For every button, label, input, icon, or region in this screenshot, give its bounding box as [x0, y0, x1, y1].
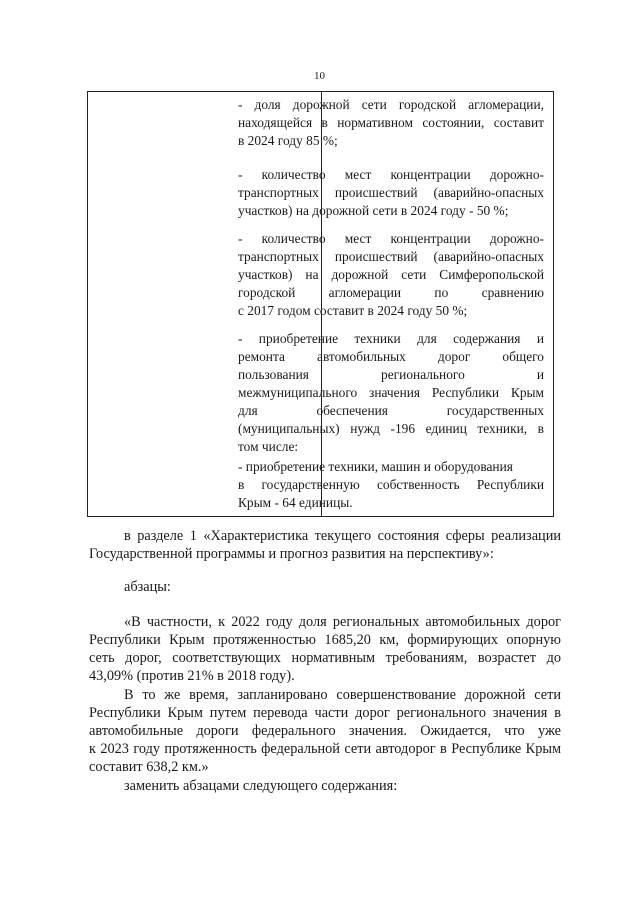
text-line: - количество мест концентрации дорожно-	[238, 231, 544, 246]
text-line: заменить абзацами следующего содержания:	[124, 778, 398, 794]
table-cell-indicator-2	[238, 166, 544, 220]
text-line: «В частности, к 2022 году доля региональных автомобильных дорог	[124, 614, 561, 630]
text-line: пользования регионального и	[238, 367, 544, 382]
text-line: находящейся в нормативном состоянии, составит	[238, 115, 544, 130]
continuation-table	[87, 91, 554, 517]
text-line: 43,09% (против 21% в 2018 году).	[89, 668, 295, 684]
table-cell-indicator-3	[238, 230, 544, 320]
text-line: абзацы:	[124, 579, 171, 595]
text-line: (муниципальных) нужд -196 единиц техники, в	[238, 421, 544, 436]
page-number: 10	[314, 70, 325, 82]
text-line: участков) на дорожной сети в 2024 году - 50 %;	[238, 203, 509, 218]
text-line: Государственной программы и прогноз развития на перспективу»:	[89, 546, 494, 562]
text-line: сеть дорог, соответствующих нормативным требованиям, возрастет до	[89, 650, 561, 666]
text-line: ремонта автомобильных дорог общего	[238, 349, 544, 364]
text-line: Крым - 64 единицы.	[238, 495, 353, 510]
text-line: Республики Крым протяженностью 1685,20 км, формирующих опорную	[89, 632, 561, 648]
text-line: транспортных происшествий (аварийно-опасных	[238, 185, 544, 200]
text-line: к 2023 году протяженность федеральной сети автодорог в Республике Крым	[89, 741, 561, 757]
text-line: - количество мест концентрации дорожно-	[238, 167, 544, 182]
text-line: - приобретение техники, машин и оборудования	[238, 459, 513, 474]
text-line: составит 638,2 км.»	[89, 759, 209, 775]
table-cell-indicator-5	[238, 458, 544, 512]
text-line: том числе:	[238, 439, 299, 454]
text-line: Республики Крым путем перевода части дорог регионального значения в	[89, 705, 561, 721]
text-line: межмуниципального значения Республики Крым	[238, 385, 544, 400]
text-line: транспортных происшествий (аварийно-опасных	[238, 249, 544, 264]
text-line: автомобильные дороги федерального значения. Ожидается, что уже	[89, 723, 561, 739]
text-line: участков) на дорожной сети Симферопольской	[238, 267, 544, 282]
text-line: В то же время, запланировано совершенствование дорожной сети	[124, 687, 561, 703]
text-line: с 2017 годом составит в 2024 году 50 %;	[238, 303, 468, 318]
text-line: в разделе 1 «Характеристика текущего состояния сферы реализации	[124, 528, 561, 544]
text-line: городской агломерации по сравнению	[238, 285, 544, 300]
table-cell-indicator-4	[238, 330, 544, 456]
text-line: - приобретение техники для содержания и	[238, 331, 544, 346]
text-line: - доля дорожной сети городской агломерации,	[238, 97, 544, 112]
text-line: в 2024 году 85 %;	[238, 133, 338, 148]
table-cell-indicator-1	[238, 96, 544, 150]
text-line: для обеспечения государственных	[238, 403, 544, 418]
text-line: в государственную собственность Республики	[238, 477, 544, 492]
